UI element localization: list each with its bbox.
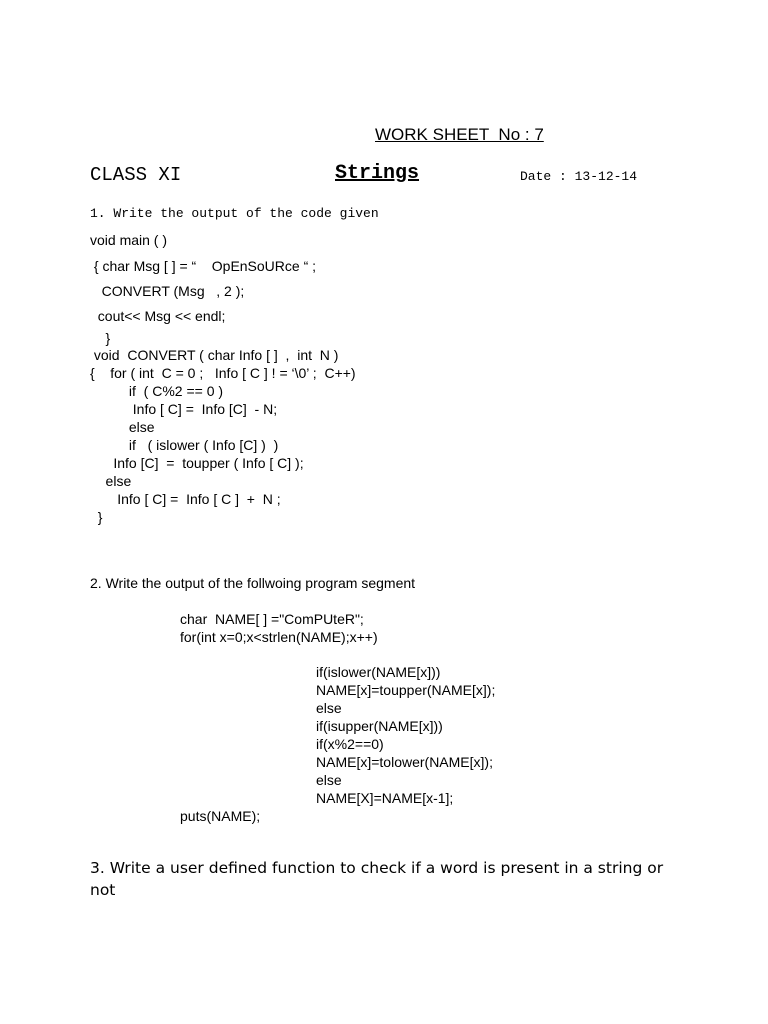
- date-label: Date : 13-12-14: [520, 169, 638, 184]
- q1-code-line: if ( C%2 == 0 ): [90, 383, 224, 399]
- question-3-prompt: 3. Write a user defined function to check if a word is present in a string or not: [90, 859, 664, 899]
- q1-code-line: { for ( int C = 0 ; Info [ C ] ! = ‘\0’ ; C++): [90, 365, 356, 381]
- q1-code-line: }: [90, 330, 111, 346]
- question-2-prompt: 2. Write the output of the follwoing program segment: [90, 575, 416, 591]
- q2-code-line: char NAME[ ] ="ComPUteR";: [180, 611, 364, 627]
- q2-code-line: NAME[x]=tolower(NAME[x]);: [316, 754, 493, 770]
- q2-code-line: if(isupper(NAME[x])): [316, 718, 443, 734]
- worksheet-title: WORK SHEET No : 7: [375, 125, 544, 144]
- question-1-prompt: 1. Write the output of the code given: [90, 206, 379, 221]
- q2-code-line: else: [316, 772, 342, 788]
- q1-code-line: cout<< Msg << endl;: [90, 308, 226, 324]
- q2-code-line: NAME[x]=toupper(NAME[x]);: [316, 682, 496, 698]
- q1-code-line: Info [C] = toupper ( Info [ C] );: [90, 455, 304, 471]
- q1-code-line: Info [ C] = Info [ C ] + N ;: [90, 491, 281, 507]
- q2-code-line: puts(NAME);: [180, 808, 261, 824]
- q1-code-line: void CONVERT ( char Info [ ] , int N ): [90, 347, 339, 363]
- q1-code-line: if ( islower ( Info [C] ) ): [90, 437, 279, 453]
- q1-code-line: else: [90, 419, 155, 435]
- q1-code-line: Info [ C] = Info [C] - N;: [90, 401, 278, 417]
- q1-code-line: CONVERT (Msg , 2 );: [90, 283, 245, 299]
- class-label: CLASS XI: [90, 164, 182, 186]
- q1-code-line: { char Msg [ ] = “ OpEnSoURce “ ;: [90, 258, 317, 274]
- q1-code-line: else: [90, 473, 132, 489]
- q2-code-line: else: [316, 700, 342, 716]
- subject-heading: Strings: [335, 162, 420, 185]
- q2-code-line: for(int x=0;x<strlen(NAME);x++): [180, 629, 378, 645]
- q2-code-line: if(x%2==0): [316, 736, 384, 752]
- q2-code-line: NAME[X]=NAME[x-1];: [316, 790, 454, 806]
- q1-code-line: void main ( ): [90, 232, 168, 248]
- q2-code-line: if(islower(NAME[x])): [316, 664, 441, 680]
- q1-code-line: }: [90, 509, 103, 525]
